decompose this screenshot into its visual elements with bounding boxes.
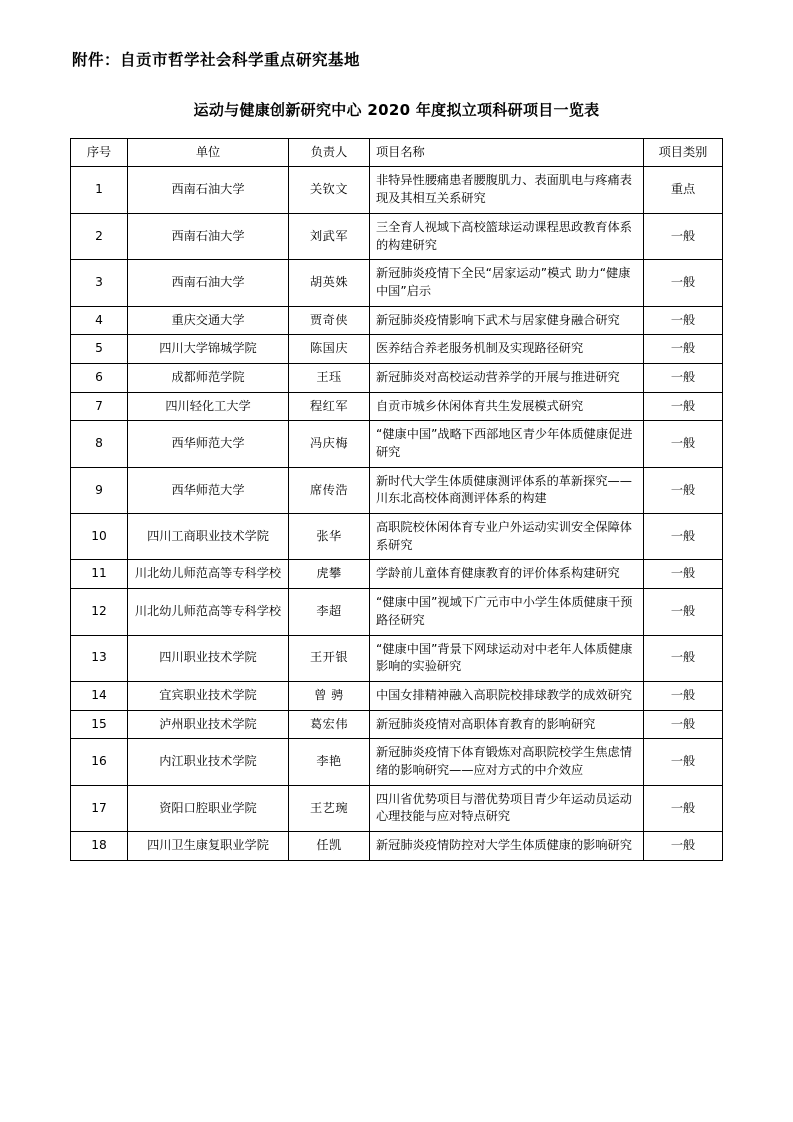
page-title: 运动与健康创新研究中心 2020 年度拟立项科研项目一览表 [193, 100, 600, 119]
cell-unit: 宜宾职业技术学院 [128, 681, 289, 710]
column-header-unit: 单位 [128, 138, 289, 167]
cell-unit: 四川轻化工大学 [128, 392, 289, 421]
cell-category: 一般 [644, 421, 723, 467]
cell-category: 一般 [644, 589, 723, 635]
cell-owner: 李超 [289, 589, 370, 635]
table-row [71, 363, 723, 392]
cell-owner: 曾 骋 [289, 681, 370, 710]
cell-index: 10 [71, 514, 128, 560]
table-row [71, 739, 723, 785]
cell-project-name: “健康中国”战略下西部地区青少年体质健康促进研究 [370, 421, 644, 467]
cell-index: 15 [71, 710, 128, 739]
cell-unit: 川北幼儿师范高等专科学校 [128, 560, 289, 589]
table-row [71, 213, 723, 259]
table-row [71, 167, 723, 213]
cell-index: 5 [71, 335, 128, 364]
cell-index: 12 [71, 589, 128, 635]
cell-owner: 冯庆梅 [289, 421, 370, 467]
cell-category: 一般 [644, 213, 723, 259]
cell-unit: 四川大学锦城学院 [128, 335, 289, 364]
cell-owner: 关钦文 [289, 167, 370, 213]
cell-unit: 西南石油大学 [128, 213, 289, 259]
cell-unit: 西华师范大学 [128, 421, 289, 467]
cell-project-name: 新冠肺炎疫情下全民“居家运动”模式 助力“健康中国”启示 [370, 260, 644, 306]
table-row [71, 260, 723, 306]
column-header-category: 项目类别 [644, 138, 723, 167]
cell-category: 一般 [644, 681, 723, 710]
table-row [71, 589, 723, 635]
cell-unit: 西华师范大学 [128, 467, 289, 513]
cell-unit: 重庆交通大学 [128, 306, 289, 335]
table-row [71, 560, 723, 589]
cell-category: 一般 [644, 306, 723, 335]
cell-index: 9 [71, 467, 128, 513]
cell-project-name: 新冠肺炎疫情影响下武术与居家健身融合研究 [370, 306, 644, 335]
cell-owner: 贾奇侠 [289, 306, 370, 335]
cell-owner: 王珏 [289, 363, 370, 392]
cell-index: 8 [71, 421, 128, 467]
cell-index: 7 [71, 392, 128, 421]
cell-unit: 资阳口腔职业学院 [128, 785, 289, 831]
cell-index: 1 [71, 167, 128, 213]
cell-project-name: 自贡市城乡休闲体育共生发展模式研究 [370, 392, 644, 421]
cell-index: 3 [71, 260, 128, 306]
table-body [71, 167, 723, 860]
cell-owner: 陈国庆 [289, 335, 370, 364]
cell-unit: 川北幼儿师范高等专科学校 [128, 589, 289, 635]
column-header-owner: 负责人 [289, 138, 370, 167]
table-header [71, 138, 723, 167]
cell-project-name: 学龄前儿童体育健康教育的评价体系构建研究 [370, 560, 644, 589]
cell-category: 一般 [644, 560, 723, 589]
table-row [71, 710, 723, 739]
cell-owner: 胡英姝 [289, 260, 370, 306]
cell-project-name: 医养结合养老服务机制及实现路径研究 [370, 335, 644, 364]
table-row [71, 306, 723, 335]
cell-project-name: 三全育人视域下高校篮球运动课程思政教育体系的构建研究 [370, 213, 644, 259]
cell-project-name: 新冠肺炎疫情下体育锻炼对高职院校学生焦虑情绪的影响研究——应对方式的中介效应 [370, 739, 644, 785]
cell-index: 17 [71, 785, 128, 831]
cell-unit: 西南石油大学 [128, 260, 289, 306]
column-header-index: 序号 [71, 138, 128, 167]
cell-owner: 张华 [289, 514, 370, 560]
cell-index: 18 [71, 832, 128, 861]
attachment-label: 附件：自贡市哲学社会科学重点研究基地 [72, 51, 361, 69]
cell-project-name: 新冠肺炎疫情防控对大学生体质健康的影响研究 [370, 832, 644, 861]
cell-owner: 刘武军 [289, 213, 370, 259]
cell-category: 一般 [644, 392, 723, 421]
cell-owner: 王开银 [289, 635, 370, 681]
cell-category: 一般 [644, 335, 723, 364]
cell-category: 一般 [644, 635, 723, 681]
cell-project-name: “健康中国”视域下广元市中小学生体质健康干预路径研究 [370, 589, 644, 635]
cell-category: 一般 [644, 785, 723, 831]
cell-owner: 王艺琬 [289, 785, 370, 831]
table-row [71, 832, 723, 861]
cell-category: 重点 [644, 167, 723, 213]
cell-unit: 西南石油大学 [128, 167, 289, 213]
cell-unit: 四川工商职业技术学院 [128, 514, 289, 560]
cell-project-name: 新冠肺炎疫情对高职体育教育的影响研究 [370, 710, 644, 739]
column-header-project-name: 项目名称 [370, 138, 644, 167]
projects-table [70, 138, 723, 861]
cell-unit: 成都师范学院 [128, 363, 289, 392]
cell-project-name: 四川省优势项目与潜优势项目青少年运动员运动心理技能与应对特点研究 [370, 785, 644, 831]
cell-index: 4 [71, 306, 128, 335]
cell-project-name: “健康中国”背景下网球运动对中老年人体质健康影响的实验研究 [370, 635, 644, 681]
table-row [71, 421, 723, 467]
table-row [71, 335, 723, 364]
table-row [71, 467, 723, 513]
cell-owner: 程红军 [289, 392, 370, 421]
cell-unit: 四川卫生康复职业学院 [128, 832, 289, 861]
table-header-row [71, 138, 723, 167]
cell-index: 13 [71, 635, 128, 681]
table-row [71, 635, 723, 681]
cell-unit: 内江职业技术学院 [128, 739, 289, 785]
cell-category: 一般 [644, 832, 723, 861]
cell-owner: 虎攀 [289, 560, 370, 589]
cell-project-name: 高职院校休闲体育专业户外运动实训安全保障体系研究 [370, 514, 644, 560]
cell-index: 6 [71, 363, 128, 392]
cell-category: 一般 [644, 514, 723, 560]
cell-project-name: 中国女排精神融入高职院校排球教学的成效研究 [370, 681, 644, 710]
cell-index: 14 [71, 681, 128, 710]
cell-project-name: 新冠肺炎对高校运动营养学的开展与推进研究 [370, 363, 644, 392]
cell-unit: 泸州职业技术学院 [128, 710, 289, 739]
cell-category: 一般 [644, 710, 723, 739]
cell-category: 一般 [644, 739, 723, 785]
cell-owner: 席传浩 [289, 467, 370, 513]
cell-owner: 葛宏伟 [289, 710, 370, 739]
cell-index: 2 [71, 213, 128, 259]
cell-category: 一般 [644, 363, 723, 392]
cell-project-name: 非特异性腰痛患者腰腹肌力、表面肌电与疼痛表现及其相互关系研究 [370, 167, 644, 213]
cell-index: 16 [71, 739, 128, 785]
cell-category: 一般 [644, 467, 723, 513]
table-row [71, 785, 723, 831]
cell-index: 11 [71, 560, 128, 589]
cell-owner: 任凯 [289, 832, 370, 861]
table-row [71, 392, 723, 421]
table-row [71, 514, 723, 560]
table-row [71, 681, 723, 710]
cell-owner: 李艳 [289, 739, 370, 785]
cell-category: 一般 [644, 260, 723, 306]
cell-unit: 四川职业技术学院 [128, 635, 289, 681]
cell-project-name: 新时代大学生体质健康测评体系的革新探究——川东北高校体商测评体系的构建 [370, 467, 644, 513]
